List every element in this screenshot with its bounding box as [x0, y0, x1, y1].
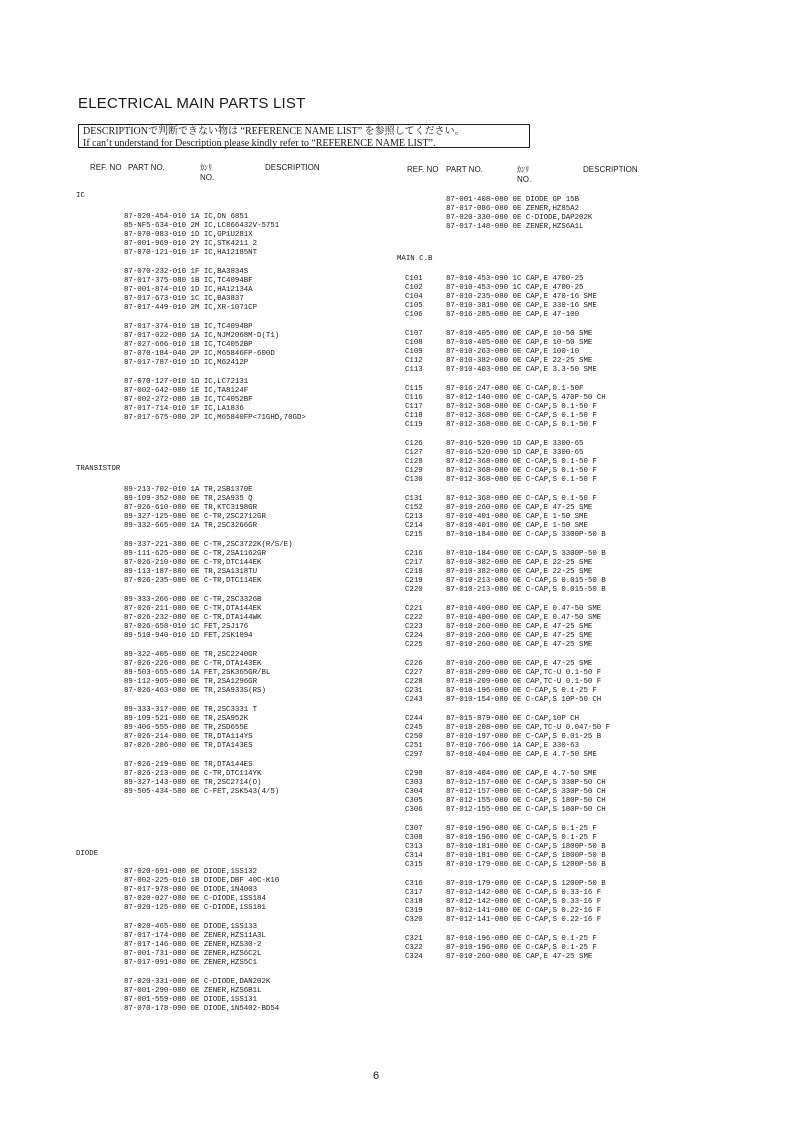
ref-no-cell: C107 [405, 330, 423, 338]
part-row: 87-010-196-080 0E C-CAP,S 0.1-25 F [446, 834, 597, 842]
part-row: 87-010-400-080 0E CAP,E 0.47-50 SME [446, 614, 602, 622]
ref-no-cell: C215 [405, 531, 423, 539]
ref-no-cell: C318 [405, 898, 423, 906]
part-row: 87-010-453-090 1C CAP,E 4700-25 [446, 275, 584, 283]
part-row: 87-001-969-010 2Y IC,STK4211 2 [124, 240, 258, 248]
part-row: 87-012-368-080 0E C-CAP,S 0.1-50 F [446, 458, 597, 466]
part-row: 87-012-368-080 0E C-CAP,S 0.1-50 F [446, 476, 597, 484]
part-row: 87-001-559-080 0E DIODE,1SS131 [124, 996, 258, 1004]
part-row: 87-017-978-080 0E DIODE,1N4003 [124, 886, 258, 894]
part-row: 87-010-400-080 0E CAP,E 0.47-50 SME [446, 605, 602, 613]
part-row: 87-012-368-080 0E C-CAP,S 0.1-50 F [446, 412, 597, 420]
part-row: 87-012-368-080 0E C-CAP,S 0.1-50 F [446, 421, 597, 429]
part-row: 87-010-401-080 0E CAP,E 1-50 SME [446, 513, 588, 521]
part-row: 87-026-235-080 0E C-TR,DTC114EK [124, 577, 262, 585]
part-row: 87-020-125-080 0E C-DIODE,1SS181 [124, 904, 266, 912]
header-description: DESCRIPTION [265, 163, 320, 172]
part-row: 87-010-154-080 0E C-CAP,S 10P-50 CH [446, 696, 602, 704]
ref-no-cell: C303 [405, 779, 423, 787]
header-part-no-right: PART NO. [446, 165, 483, 174]
part-row: 87-012-141-080 0E C-CAP,S 0.22-16 F [446, 916, 602, 924]
part-row: 87-010-382-080 0E CAP,E 22-25 SME [446, 559, 593, 567]
part-row: 87-026-211-080 0E C-TR,DTA144EK [124, 605, 262, 613]
part-row: 87-070-232-010 1F IC,BA3834S [124, 268, 249, 276]
part-row: 87-010-404-080 0E CAP,E 4.7-50 SME [446, 751, 597, 759]
ref-no-cell: C324 [405, 953, 423, 961]
part-row: 87-002-642-080 1E IC,TA8124F [124, 387, 249, 395]
part-row: 89-337-221-380 0E C-TR,2SC3722K(R/S/E) [124, 541, 293, 549]
ref-no-cell: C244 [405, 715, 423, 723]
part-row: 89-109-521-080 0E TR,2SA952K [124, 715, 249, 723]
ref-no-cell: C305 [405, 797, 423, 805]
part-row: 87-012-157-080 0E C-CAP,S 330P-50 CH [446, 788, 606, 796]
ref-no-cell: C231 [405, 687, 423, 695]
part-row: 87-010-197-080 0E C-CAP,S 0.01-25 B [446, 733, 602, 741]
part-row: 87-017-673-010 1C IC,BA3837 [124, 295, 244, 303]
part-row: 89-333-266-080 0E C-TR,2SC3326B [124, 596, 262, 604]
ref-no-cell: C226 [405, 660, 423, 668]
part-row: 87-010-260-080 0E CAP,E 47-25 SME [446, 660, 593, 668]
section-label: TRANSISTOR [76, 465, 121, 473]
part-row: 87-017-675-080 2P IC,M65840FP<71GHD,70GD> [124, 414, 306, 422]
ref-no-cell: C216 [405, 550, 423, 558]
part-row: 89-112-965-080 0E TR,2SA1296GR [124, 678, 258, 686]
part-row: 87-001-874-010 1D IC,HA12134A [124, 286, 253, 294]
ref-no-cell: C117 [405, 403, 423, 411]
header-description-right: DESCRIPTION [583, 165, 638, 174]
part-row: 87-010-260-080 0E CAP,E 47-25 SME [446, 632, 593, 640]
part-row: 89-333-317-080 0E TR,2SC3331 T [124, 706, 258, 714]
part-row: 87-026-286-080 0E TR,DTA143ES [124, 742, 253, 750]
part-row: 87-020-454-010 1A IC,DN 6851 [124, 213, 249, 221]
section-label: DIODE [76, 850, 99, 858]
part-row: 87-010-260-080 0E CAP,E 47-25 SME [446, 953, 593, 961]
part-row: 89-406-555-080 0E TR,2SD655E [124, 724, 249, 732]
ref-no-cell: C314 [405, 852, 423, 860]
part-row: 87-010-405-080 0E CAP,E 10-50 SME [446, 330, 593, 338]
part-row: 87-012-155-080 0E C-CAP,S 180P-50 CH [446, 806, 606, 814]
part-row: 87-017-787-010 1D IC,M62412P [124, 359, 249, 367]
ref-no-cell: C224 [405, 632, 423, 640]
ref-no-cell: C227 [405, 669, 423, 677]
part-row: 87-018-209-080 0E CAP,TC-U 0.1-50 F [446, 678, 602, 686]
part-row: 87-010-260-080 0E CAP,E 47-25 SME [446, 641, 593, 649]
ref-no-cell: C313 [405, 843, 423, 851]
ref-no-cell: C217 [405, 559, 423, 567]
part-row: 87-002-225-010 1B DIODE,DBF 40C-K10 [124, 877, 280, 885]
part-row: 89-322-405-080 0E TR,2SC2240GR [124, 651, 258, 659]
part-row: 87-026-226-080 0E C-TR,DTA143EK [124, 660, 262, 668]
part-row: 87-017-146-080 0E ZENER,HZS30-2 [124, 941, 262, 949]
part-row: 87-010-401-080 0E CAP,E 1-50 SME [446, 522, 588, 530]
part-row: 87-010-179-080 0E C-CAP,S 1200P-50 B [446, 861, 606, 869]
page-number: 6 [373, 1070, 380, 1082]
page-title: ELECTRICAL MAIN PARTS LIST [78, 95, 306, 112]
ref-no-cell: C228 [405, 678, 423, 686]
ref-no-cell: C106 [405, 311, 423, 319]
ref-no-cell: C321 [405, 935, 423, 943]
reference-notice [78, 124, 530, 148]
part-row: 87-017-148-080 0E ZENER,HZS6A1L [446, 223, 584, 231]
ref-no-cell: C116 [405, 394, 423, 402]
ref-no-cell: C112 [405, 357, 423, 365]
ref-no-cell: C102 [405, 284, 423, 292]
part-row: 89-327-143-080 0E TR,2SC2714(O) [124, 779, 262, 787]
notice-line-english: If can’t understand for Description please kindly refer to “REFERENCE NAME LIST”. [83, 138, 436, 149]
ref-no-cell: C108 [405, 339, 423, 347]
header-ref-no-right: REF. NO [407, 165, 439, 174]
part-row: 87-017-091-080 0E ZENER,HZS5C1 [124, 959, 258, 967]
part-row: 87-017-375-080 1B IC,TC4094BF [124, 277, 253, 285]
ref-no-cell: C223 [405, 623, 423, 631]
ref-no-cell: C320 [405, 916, 423, 924]
part-row: 87-017-022-080 1A IC,NJM2068M-D(T1) [124, 332, 280, 340]
ref-no-cell: C317 [405, 889, 423, 897]
part-row: 87-017-174-080 0E ZENER,HZS11A3L [124, 932, 266, 940]
ref-no-cell: C220 [405, 586, 423, 594]
ref-no-cell: C298 [405, 770, 423, 778]
part-row: 87-026-463-080 0E TR,2SA933S(RS) [124, 687, 266, 695]
part-row: 87-020-331-080 0E C-DIODE,DAN202K [124, 978, 271, 986]
ref-no-cell: C251 [405, 742, 423, 750]
ref-no-cell: C225 [405, 641, 423, 649]
ref-no-cell: C322 [405, 944, 423, 952]
section-label: IC [76, 192, 85, 200]
part-row: 87-018-208-080 0E CAP,TC-U 0.047-50 F [446, 724, 611, 732]
part-row: 87-010-235-080 0E CAP,E 470-16 SME [446, 293, 597, 301]
part-row: 87-026-219-080 0E TR,DTA144ES [124, 761, 253, 769]
part-row: 87-010-382-080 0E CAP,E 22-25 SME [446, 357, 593, 365]
part-row: 89-505-434-580 0E C-FET,2SK543(4/5) [124, 788, 280, 796]
ref-no-cell: C109 [405, 348, 423, 356]
ref-no-cell: C118 [405, 412, 423, 420]
header-kanri: ｶﾝﾘ [200, 163, 212, 172]
ref-no-cell: C127 [405, 449, 423, 457]
part-row: 89-109-352-080 0E TR,2SA935 Q [124, 495, 253, 503]
part-row: 89-113-187-880 0E TR,2SA1318TU [124, 568, 258, 576]
part-row: 87-010-766-080 1A CAP,E 330-63 [446, 742, 580, 750]
part-row: 87-010-181-080 0E C-CAP,S 1800P-50 B [446, 843, 606, 851]
part-row: 87-017-374-010 1B IC,TC4094BP [124, 323, 253, 331]
header-no: NO. [200, 173, 215, 182]
part-row: 87-001-290-080 0E ZENER,HZS6B1L [124, 987, 262, 995]
part-row: 87-026-232-080 0E C-TR,DTA144WK [124, 614, 262, 622]
header-kanri-right: ｶﾝﾘ [517, 165, 529, 174]
part-row: 87-017-449-010 2M IC,XR-1071CP [124, 304, 258, 312]
ref-no-cell: C243 [405, 696, 423, 704]
part-row: 87-010-453-090 1C CAP,E 4700-25 [446, 284, 584, 292]
ref-no-cell: C152 [405, 504, 423, 512]
ref-no-cell: C219 [405, 577, 423, 585]
part-row: 87-027-666-010 1B IC,TC4052BP [124, 341, 253, 349]
ref-no-cell: C304 [405, 788, 423, 796]
part-row: 89-503-655-680 1A FET,2SK365GR/BL [124, 669, 271, 677]
part-row: 89-327-125-080 0E C-TR,2SC2712GR [124, 513, 266, 521]
part-row: 87-012-155-080 0E C-CAP,S 180P-50 CH [446, 797, 606, 805]
ref-no-cell: C222 [405, 614, 423, 622]
part-row: 87-070-127-010 1D IC,LC72131 [124, 378, 249, 386]
section-label: MAIN C.B [397, 255, 433, 263]
part-row: 87-020-465-080 0E DIODE,1SS133 [124, 923, 258, 931]
part-row: 87-010-213-080 0E C-CAP,S 0.015-50 B [446, 577, 606, 585]
part-row: 89-332-665-080 1A TR,2SC3266GR [124, 522, 258, 530]
part-row: 87-026-210-080 0E C-TR,DTC144EK [124, 559, 262, 567]
ref-no-cell: C130 [405, 476, 423, 484]
ref-no-cell: C115 [405, 385, 423, 393]
part-row: 87-070-083-010 1D IC,GP1U281X [124, 231, 253, 239]
part-row: 87-012-142-080 0E C-CAP,S 0.33-16 F [446, 898, 602, 906]
part-row: 87-070-184-040 2P IC,M65846FP-600D [124, 350, 275, 358]
part-row: 87-010-263-080 0E CAP,E 100-10 [446, 348, 580, 356]
part-row: 87-015-879-080 0E C-CAP,10P CH [446, 715, 580, 723]
ref-no-cell: C245 [405, 724, 423, 732]
ref-no-cell: C119 [405, 421, 423, 429]
part-row: 87-020-330-080 0E C-DIODE,DAP202K [446, 214, 593, 222]
ref-no-cell: C113 [405, 366, 423, 374]
notice-line-japanese: DESCRIPTIONで判断できない物は “REFERENCE NAME LIST” を参照してください。 [83, 126, 465, 137]
part-row: 87-026-658-010 1C FET,2SJ176 [124, 623, 249, 631]
part-row: 87-002-272-080 1B IC,TC4052BF [124, 396, 253, 404]
ref-no-cell: C315 [405, 861, 423, 869]
ref-no-cell: C129 [405, 467, 423, 475]
ref-no-cell: C131 [405, 495, 423, 503]
part-row: 87-020-691-080 0E DIODE,1SS132 [124, 868, 258, 876]
ref-no-cell: C308 [405, 834, 423, 842]
part-row: 89-111-625-080 0E C-TR,2SA1162GR [124, 550, 266, 558]
ref-no-cell: C306 [405, 806, 423, 814]
part-row: 87-010-404-080 0E CAP,E 4.7-50 SME [446, 770, 597, 778]
part-row: 87-012-368-080 0E C-CAP,S 0.1-50 F [446, 495, 597, 503]
header-no-right: NO. [517, 175, 532, 184]
part-row: 87-010-179-080 0E C-CAP,S 1200P-50 B [446, 880, 606, 888]
ref-no-cell: C221 [405, 605, 423, 613]
part-row: 87-010-403-080 0E CAP,E 3.3-50 SME [446, 366, 597, 374]
part-row: 87-012-157-080 0E C-CAP,S 330P-50 CH [446, 779, 606, 787]
part-row: 87-010-260-080 0E CAP,E 47-25 SME [446, 623, 593, 631]
part-row: 87-017-086-080 0E ZENER,HZ85A2 [446, 205, 580, 213]
part-row: 87-010-405-080 0E CAP,E 10-50 SME [446, 339, 593, 347]
ref-no-cell: C213 [405, 513, 423, 521]
part-row: 87-010-181-080 0E C-CAP,S 1800P-50 B [446, 852, 606, 860]
part-row: 87-010-382-080 0E CAP,E 22-25 SME [446, 568, 593, 576]
ref-no-cell: C319 [405, 907, 423, 915]
ref-no-cell: C101 [405, 275, 423, 283]
part-row: 87-070-178-090 0E DIODE,1N5402-BD54 [124, 1005, 280, 1013]
header-ref-no: REF. NO [90, 163, 122, 172]
ref-no-cell: C218 [405, 568, 423, 576]
ref-no-cell: C104 [405, 293, 423, 301]
part-row: 87-010-381-080 0E CAP,E 330-16 SME [446, 302, 597, 310]
ref-no-cell: C105 [405, 302, 423, 310]
part-row: 87-026-610-080 0E TR,KTC3198GR [124, 504, 258, 512]
part-row: 87-010-184-080 0E C-CAP,S 3300P-50 B [446, 531, 606, 539]
part-row: 87-010-260-080 0E CAP,E 47-25 SME [446, 504, 593, 512]
part-row: 87-010-196-080 0E C-CAP,S 0.1-25 F [446, 687, 597, 695]
ref-no-cell: C214 [405, 522, 423, 530]
part-row: 87-026-214-080 0E TR,DTA114YS [124, 733, 253, 741]
part-row: 87-016-520-090 1D CAP,E 3300-65 [446, 440, 584, 448]
part-row: 87-070-121-010 1F IC,HA12185NT [124, 249, 258, 257]
part-row: 87-012-368-080 0E C-CAP,S 0.1-50 F [446, 403, 597, 411]
part-row: 87-026-213-080 0E C-TR,DTC114YK [124, 770, 262, 778]
header-part-no: PART NO. [128, 163, 165, 172]
part-row: 87-010-213-080 0E C-CAP,S 0.015-50 B [446, 586, 606, 594]
ref-no-cell: C250 [405, 733, 423, 741]
part-row: 87-001-408-080 0E DIODE GP 15B [446, 196, 580, 204]
part-row: 87-012-140-080 0E C-CAP,S 470P-50 CH [446, 394, 606, 402]
part-row: 89-213-702-010 1A TR,2SB1370E [124, 486, 253, 494]
part-row: 87-016-520-090 1D CAP,E 3300-65 [446, 449, 584, 457]
ref-no-cell: C307 [405, 825, 423, 833]
part-row: 85-NF5-634-010 2M IC,LC866432V-5751 [124, 222, 280, 230]
part-row: 87-010-196-080 0E C-CAP,S 0.1-25 F [446, 935, 597, 943]
ref-no-cell: C316 [405, 880, 423, 888]
part-row: 87-010-184-080 0E C-CAP,S 3300P-50 B [446, 550, 606, 558]
part-row: 87-012-142-080 0E C-CAP,S 0.33-16 F [446, 889, 602, 897]
part-row: 87-020-027-080 0E C-DIODE,1SS184 [124, 895, 266, 903]
part-row: 87-016-247-080 0E C-CAP,0.1-50F [446, 385, 584, 393]
part-row: 87-010-196-080 0E C-CAP,S 0.1-25 F [446, 944, 597, 952]
ref-no-cell: C297 [405, 751, 423, 759]
part-row: 87-010-196-080 0E C-CAP,S 0.1-25 F [446, 825, 597, 833]
part-row: 87-016-285-080 0E CAP,E 47-100 [446, 311, 580, 319]
ref-no-cell: C128 [405, 458, 423, 466]
ref-no-cell: C126 [405, 440, 423, 448]
part-row: 87-012-141-080 0E C-CAP,S 0.22-16 F [446, 907, 602, 915]
part-row: 89-510-940-010 1D FET,2SK1094 [124, 632, 253, 640]
part-row: 87-018-209-080 0E CAP,TC-U 0.1-50 F [446, 669, 602, 677]
part-row: 87-001-731-080 0E ZENER,HZS6C2L [124, 950, 262, 958]
part-row: 87-017-714-010 1F IC,LA1836 [124, 405, 244, 413]
part-row: 87-012-368-080 0E C-CAP,S 0.1-50 F [446, 467, 597, 475]
